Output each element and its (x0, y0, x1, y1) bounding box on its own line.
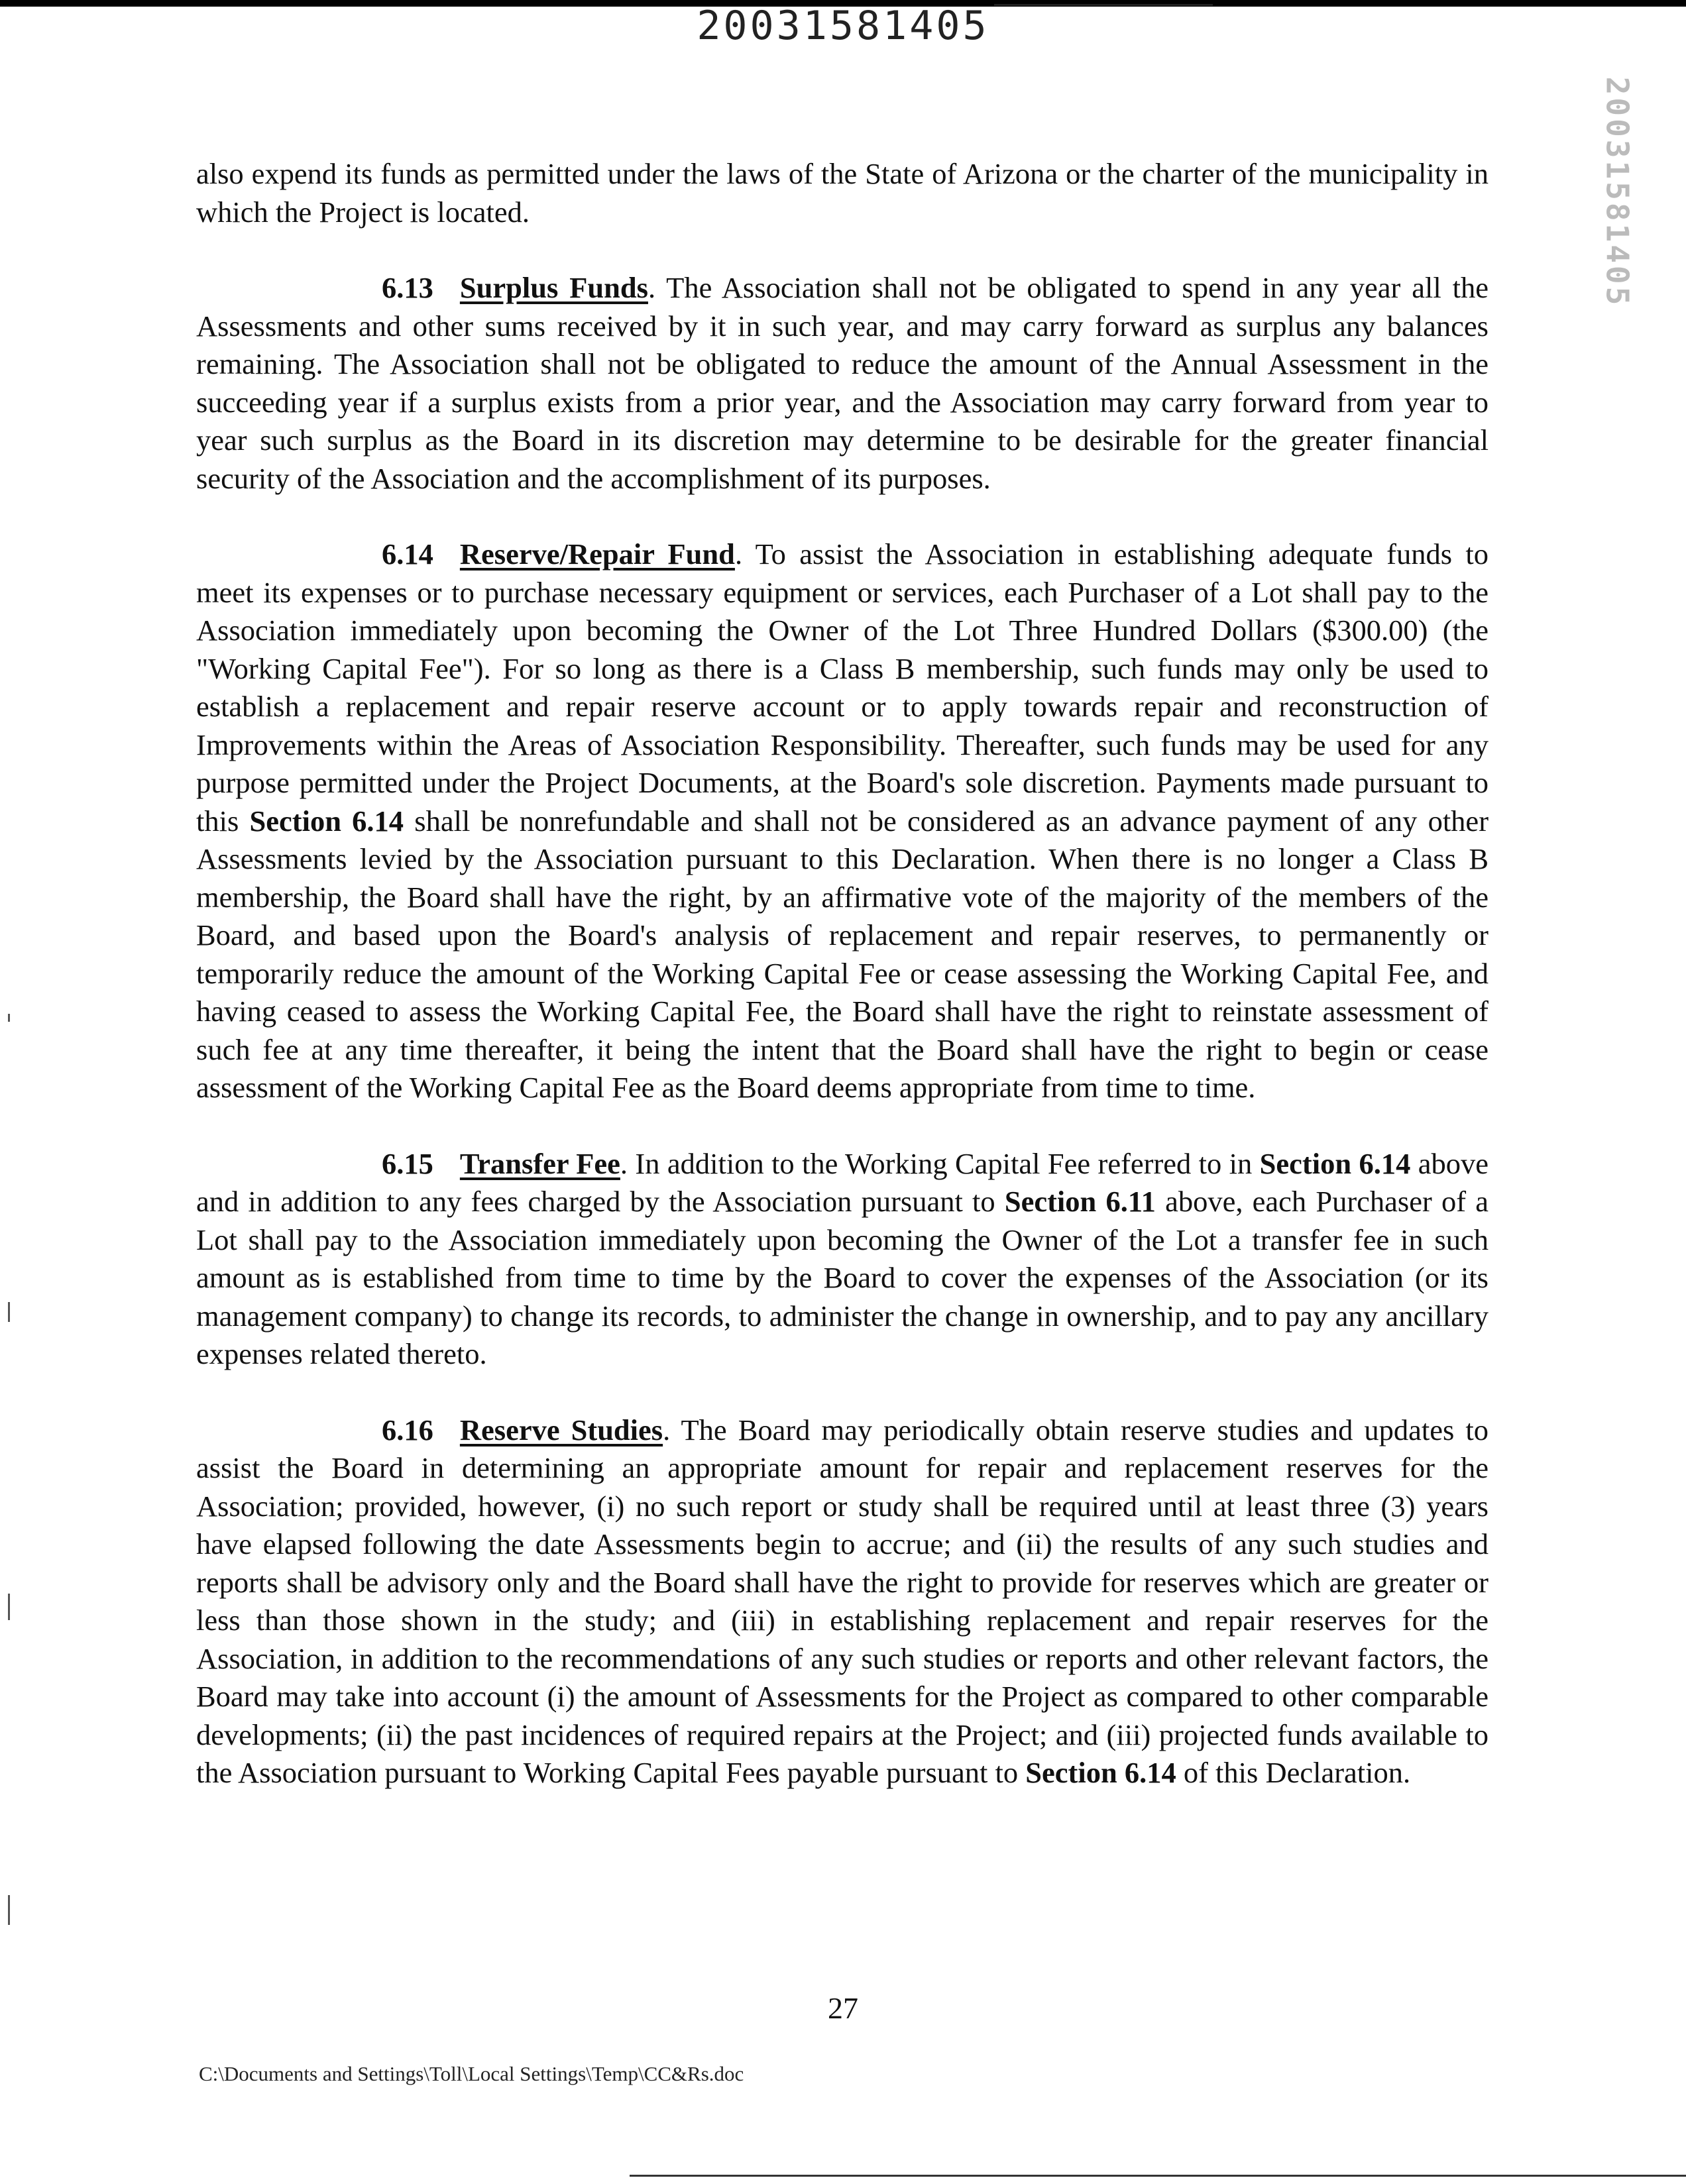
margin-mark (8, 1895, 10, 1925)
section-number: 6.14 (382, 537, 433, 571)
side-stamp-text: 20031581405 (1599, 76, 1636, 308)
section-6-13 (196, 269, 1489, 498)
section-6-16 (196, 1411, 1489, 1792)
section-text: . The Board may periodically obtain reserve studies and updates to assist the Board in determining an appropriate amount for repair and replacement reserves for the Association; provided, however, (i) no such report or study shall be required until at least three (3) years have elapsed following the date Assessments begin to accrue; and (ii) the results of any such studies and reports shall be advisory only and the Board shall have the right to provide for reserves which are greater or less than those shown in the study; and (iii) in establishing replacement and repair reserves for the Association, in addition to the recommendations of any such studies or reports and other relevant factors, the Board may take into account (i) the amount of Assessments for the Project as compared to other comparable developments; (ii) the past incidences of required repairs at the Project; and (iii) projected funds available to the Association pursuant to Working Capital Fees payable pursuant to (196, 1413, 1489, 1789)
section-number: 6.15 (382, 1146, 433, 1180)
section-text: . In addition to the Working Capital Fee referred to in (620, 1146, 1260, 1180)
bottom-rule (630, 2175, 1686, 2177)
section-title: Transfer Fee (459, 1146, 620, 1180)
section-text: . To assist the Association in establishing adequate funds to meet its expenses or to purchase necessary equipment or services, each Purchaser of a Lot shall pay to the Association immediately upon becoming the Owner of the Lot Three Hundred Dollars ($300.00) (the "Working Capital Fee"). For so long as there is a Class B membership, such funds may only be used to establish a replacement and repair reserve account or to apply towards repair and reconstruction of Improvements within the Areas of Association Responsibility. Thereafter, such funds may be used for any purpose permitted under the Project Documents, at the Board's sole discretion. Payments made pursuant to this (196, 537, 1489, 838)
section-text: above, each Purchaser of a Lot shall pay to the Association immediately upon becoming the Owner of the Lot a transfer fee in such amount as is established from time to time by the Board to cover the expenses of the Association (or its management company) to change its records, to administer the change in ownership, and to pay any ancillary expenses related thereto. (196, 1185, 1489, 1370)
section-text: shall be nonrefundable and shall not be considered as an advance payment of any other Assessments levied by the Association pursuant to this Declaration. When there is no longer a Class B membership, the Board shall have the right, by an affirmative vote of the majority of the members of the Board, and based upon the Board's analysis of replacement and repair reserves, to permanently or temporarily reduce the amount of the Working Capital Fee or cease assessing the Working Capital Fee, and having ceased to assess the Working Capital Fee, the Board shall have the right to reinstate assessment of such fee at any time thereafter, it being the intent that the Board shall have the right to begin or cease assessment of the Working Capital Fee as the Board deems appropriate from time to time. (196, 804, 1489, 1104)
intro-paragraph: also expend its funds as permitted under the laws of the State of Arizona or the charter of the municipality in which the Project is located. (196, 157, 1489, 229)
footer-file-path: C:\Documents and Settings\Toll\Local Settings\Temp\CC&Rs.doc (199, 2062, 744, 2085)
section-title: Reserve Studies (459, 1413, 663, 1447)
section-reference: Section 6.14 (1259, 1146, 1411, 1180)
section-text: of this Declaration. (1176, 1756, 1411, 1789)
section-reference: Section 6.11 (1004, 1185, 1156, 1218)
margin-mark (8, 1594, 10, 1620)
margin-mark (8, 1014, 10, 1022)
page-number: 27 (828, 1991, 858, 2025)
document-body (196, 155, 1489, 1830)
section-title: Reserve/Repair Fund (459, 537, 735, 571)
section-number: 6.13 (382, 271, 433, 304)
section-reference: Section 6.14 (1025, 1756, 1176, 1789)
section-number: 6.16 (382, 1413, 433, 1447)
document-id: 20031581405 (697, 3, 989, 49)
section-title: Surplus Funds (459, 271, 648, 304)
margin-mark (8, 1302, 10, 1322)
section-6-15 (196, 1145, 1489, 1374)
section-text: above and in addition to any fees charged by the Association pursuant to (196, 1146, 1489, 1218)
section-reference: Section 6.14 (249, 804, 404, 838)
section-text: . The Association shall not be obligated to spend in any year all the Assessments and other sums received by it in such year, and may carry forward as surplus any balances remaining. The Association shall not be obligated to reduce the amount of the Annual Assessment in the succeeding year if a surplus exists from a prior year, and the Association may carry forward from year to year such surplus as the Board in its discretion may determine to be desirable for the greater financial security of the Association and the accomplishment of its purposes. (196, 271, 1489, 495)
side-stamp (1591, 76, 1644, 308)
section-6-14 (196, 535, 1489, 1107)
